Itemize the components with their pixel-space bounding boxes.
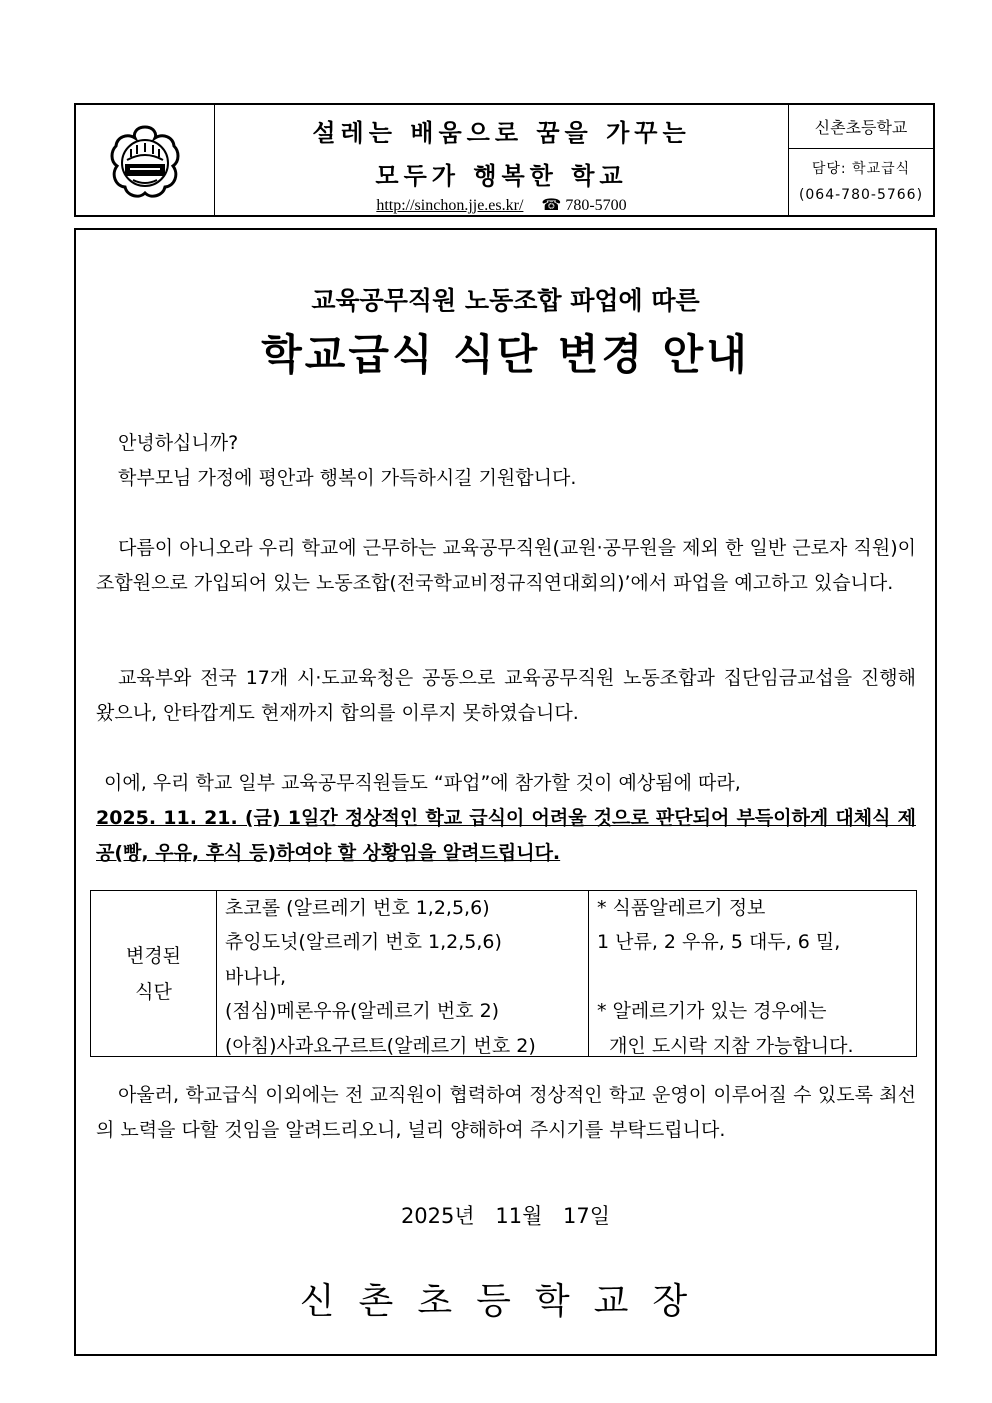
principal-signature: 신촌초등학교장 bbox=[299, 1281, 712, 1322]
contact-info bbox=[789, 149, 933, 215]
school-url-link[interactable]: http://sinchon.jje.es.kr/ bbox=[376, 197, 524, 214]
menu-item: (아침)사과요구르트(알레르기 번호 2) bbox=[225, 1034, 536, 1057]
paragraph-closing: 아울러, 학교급식 이외에는 전 교직원이 협력하여 정상적인 학교 운영이 이루어질 수 있도록 최선의 노력을 다할 것임을 알려드리오니, 널리 양해하여 주시기를 부탁드립니다. bbox=[96, 1084, 916, 1141]
allergy-note: * 식품알레르기 정보 bbox=[597, 897, 766, 919]
meal-change-emphasis: 2025. 11. 21. (금) 1일간 정상적인 학교 급식이 어려울 것으로 판단되어 부득이하게 대체식 제공(빵, 우유, 후식 등)하여야 할 상황임을 알려드립니다. bbox=[96, 807, 916, 864]
school-motto-line2: 모두가 행복한 학교 bbox=[375, 162, 628, 190]
notice-body bbox=[74, 228, 937, 1356]
school-info-cell bbox=[789, 105, 933, 215]
menu-item: 츄잉도넛(알르레기 번호 1,2,5,6) bbox=[225, 931, 502, 954]
allergy-note bbox=[597, 960, 916, 994]
menu-item: 초코롤 (알르레기 번호 1,2,5,6) bbox=[225, 897, 490, 919]
contact-person: 담당: 학교급식 bbox=[811, 161, 911, 177]
paragraph-meal-change bbox=[96, 766, 916, 871]
allergy-note: 개인 도시락 지참 가능합니다. bbox=[597, 1034, 854, 1057]
notice-date: 2025년 11월 17일 bbox=[400, 1204, 611, 1228]
menu-item: (점심)메론우유(알레르기 번호 2) bbox=[225, 1000, 500, 1023]
allergy-notes-cell bbox=[589, 891, 916, 1056]
school-contact-line bbox=[215, 195, 788, 215]
menu-label-cell bbox=[91, 891, 217, 1056]
school-name: 신촌초등학교 bbox=[789, 105, 933, 149]
allergy-note: * 알레르기가 있는 경우에는 bbox=[597, 1000, 827, 1023]
changed-menu-table bbox=[90, 890, 917, 1057]
greeting bbox=[96, 426, 916, 496]
meal-change-lead: 이에, 우리 학교 일부 교육공무직원들도 “파업”에 참가할 것이 예상됨에 따라, bbox=[104, 772, 741, 794]
school-emblem-icon bbox=[107, 124, 183, 200]
menu-label-line1: 변경된 bbox=[125, 944, 182, 967]
menu-items-cell bbox=[217, 891, 589, 1056]
school-motto-line1: 설레는 배움으로 꿈을 가꾸는 bbox=[312, 119, 691, 147]
notice-title: 학교급식 식단 변경 안내 bbox=[261, 330, 750, 379]
letterhead bbox=[74, 103, 935, 217]
paragraph-strike-notice: 다름이 아니오라 우리 학교에 근무하는 교육공무직원(교원·공무원을 제외 한 일반 근로자 직원)이 조합원으로 가입되어 있는 노동조합(전국학교비정규직연대회의)’에서 파업을 예고하고 있습니다. bbox=[96, 537, 916, 594]
notice-subtitle: 교육공무직원 노동조합 파업에 따른 bbox=[311, 286, 700, 315]
greeting-line1: 안녕하십니까? bbox=[118, 432, 239, 454]
motto-cell bbox=[215, 105, 789, 215]
allergy-note: 1 난류, 2 우유, 5 대두, 6 밀, bbox=[597, 931, 841, 954]
menu-item: 바나나, bbox=[225, 965, 287, 988]
greeting-line2: 학부모님 가정에 평안과 행복이 가득하시길 기원합니다. bbox=[118, 467, 577, 489]
contact-phone: (064-780-5766) bbox=[798, 187, 924, 203]
paragraph-negotiation: 교육부와 전국 17개 시·도교육청은 공동으로 교육공무직원 노동조합과 집단임금교섭을 진행해 왔으나, 안타깝게도 현재까지 합의를 이루지 못하였습니다. bbox=[96, 667, 916, 724]
school-phone: ☎ 780-5700 bbox=[541, 197, 627, 214]
menu-label-line2: 식단 bbox=[135, 980, 172, 1003]
logo-cell bbox=[76, 105, 215, 215]
